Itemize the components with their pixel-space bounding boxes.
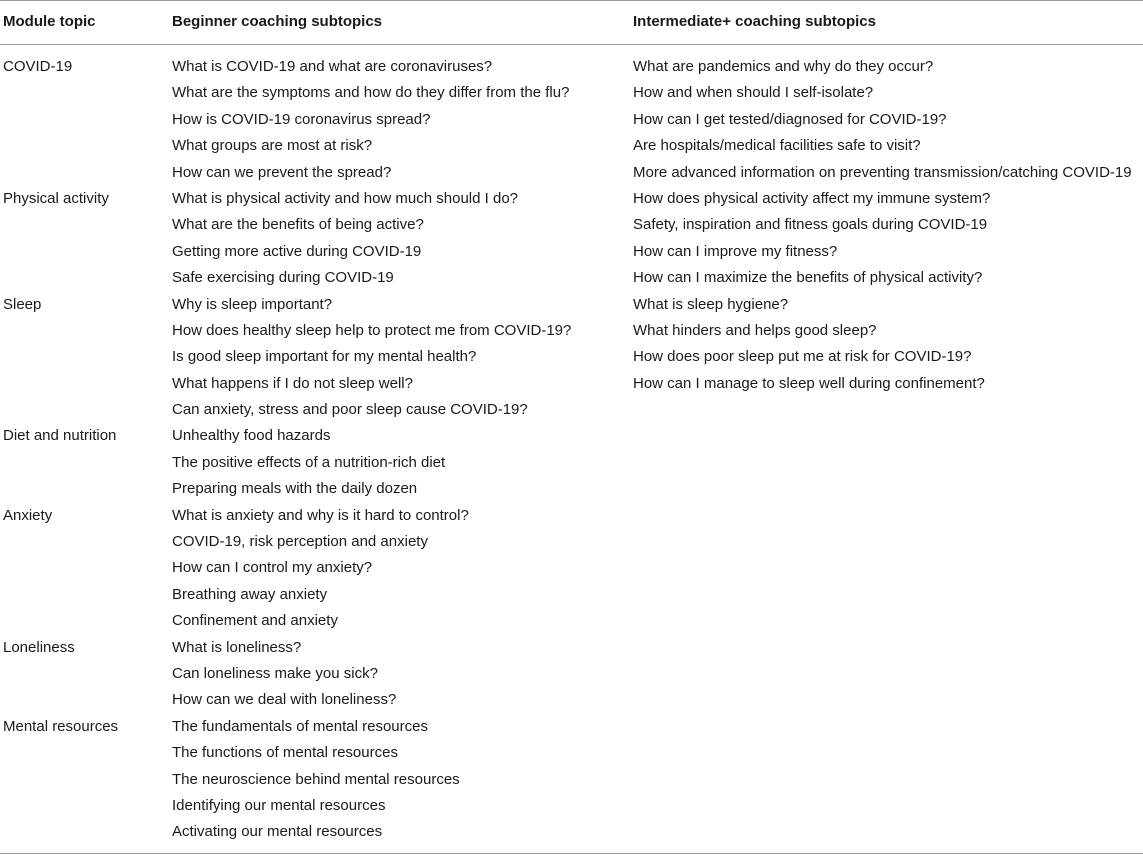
table-row xyxy=(0,608,1143,634)
cell-beginner-subtopic: Breathing away anxiety xyxy=(172,585,328,603)
cell-intermediate-subtopic: How can I maximize the benefits of physical activity? xyxy=(633,269,983,287)
table-row xyxy=(0,133,1143,159)
table-row xyxy=(0,292,1143,318)
table-row xyxy=(0,318,1143,344)
table-row xyxy=(0,503,1143,529)
cell-module-topic: Mental resources xyxy=(3,717,119,735)
table-row xyxy=(0,54,1143,80)
cell-module-topic: Diet and nutrition xyxy=(3,427,117,445)
header-module-topic: Module topic xyxy=(3,13,96,30)
table-header-rule xyxy=(0,44,1143,45)
cell-module-topic: Loneliness xyxy=(3,638,75,656)
cell-beginner-subtopic: Unhealthy food hazards xyxy=(172,427,331,445)
table-row xyxy=(0,239,1143,265)
cell-intermediate-subtopic: Safety, inspiration and fitness goals during COVID-19 xyxy=(633,216,988,234)
cell-module-topic: Anxiety xyxy=(3,506,53,524)
cell-beginner-subtopic: What are the symptoms and how do they differ from the flu? xyxy=(172,84,570,102)
table-row xyxy=(0,397,1143,423)
table-bottom-rule xyxy=(0,853,1143,854)
cell-intermediate-subtopic: How can I improve my fitness? xyxy=(633,242,838,260)
cell-beginner-subtopic: Identifying our mental resources xyxy=(172,796,386,814)
cell-beginner-subtopic: The positive effects of a nutrition-rich diet xyxy=(172,453,446,471)
table-row xyxy=(0,793,1143,819)
table-row xyxy=(0,635,1143,661)
cell-beginner-subtopic: How is COVID-19 coronavirus spread? xyxy=(172,110,431,128)
cell-module-topic: Physical activity xyxy=(3,189,109,207)
cell-intermediate-subtopic: Are hospitals/medical facilities safe to visit? xyxy=(633,137,921,155)
cell-beginner-subtopic: How can we deal with loneliness? xyxy=(172,691,397,709)
table-row xyxy=(0,265,1143,291)
cell-beginner-subtopic: What groups are most at risk? xyxy=(172,137,373,155)
cell-module-topic: Sleep xyxy=(3,295,42,313)
cell-beginner-subtopic: What is loneliness? xyxy=(172,638,302,656)
cell-beginner-subtopic: What is anxiety and why is it hard to control? xyxy=(172,506,469,524)
cell-beginner-subtopic: What happens if I do not sleep well? xyxy=(172,374,413,392)
table-row xyxy=(0,582,1143,608)
table-row xyxy=(0,423,1143,449)
table-body xyxy=(0,54,1143,846)
header-intermediate-subtopics: Intermediate+ coaching subtopics xyxy=(633,13,876,30)
cell-beginner-subtopic: COVID-19, risk perception and anxiety xyxy=(172,533,428,551)
cell-beginner-subtopic: Activating our mental resources xyxy=(172,823,383,841)
header-beginner-subtopics: Beginner coaching subtopics xyxy=(172,13,383,30)
cell-beginner-subtopic: Getting more active during COVID-19 xyxy=(172,242,422,260)
cell-beginner-subtopic: The fundamentals of mental resources xyxy=(172,717,428,735)
table-row xyxy=(0,767,1143,793)
cell-beginner-subtopic: Is good sleep important for my mental health? xyxy=(172,348,477,366)
cell-beginner-subtopic: What is physical activity and how much should I do? xyxy=(172,189,519,207)
cell-intermediate-subtopic: What hinders and helps good sleep? xyxy=(633,321,877,339)
cell-beginner-subtopic: How does healthy sleep help to protect me from COVID-19? xyxy=(172,321,572,339)
cell-beginner-subtopic: Can anxiety, stress and poor sleep cause COVID-19? xyxy=(172,401,528,419)
cell-intermediate-subtopic: How does physical activity affect my immune system? xyxy=(633,189,991,207)
cell-module-topic: COVID-19 xyxy=(3,58,73,75)
cell-beginner-subtopic: Preparing meals with the daily dozen xyxy=(172,480,418,498)
table-row xyxy=(0,450,1143,476)
table-row xyxy=(0,344,1143,370)
cell-intermediate-subtopic: How can I manage to sleep well during confinement? xyxy=(633,374,985,392)
cell-beginner-subtopic: Confinement and anxiety xyxy=(172,612,338,630)
table-row xyxy=(0,212,1143,238)
cell-beginner-subtopic: What are the benefits of being active? xyxy=(172,216,424,234)
cell-beginner-subtopic: Safe exercising during COVID-19 xyxy=(172,269,394,287)
cell-beginner-subtopic: How can we prevent the spread? xyxy=(172,163,392,181)
table-row xyxy=(0,687,1143,713)
table-row xyxy=(0,371,1143,397)
cell-beginner-subtopic: What is COVID-19 and what are coronaviruses? xyxy=(172,58,493,75)
table-row xyxy=(0,80,1143,106)
table-row xyxy=(0,714,1143,740)
cell-intermediate-subtopic: More advanced information on preventing transmission/catching COVID-19 xyxy=(633,163,1132,181)
table-row xyxy=(0,107,1143,133)
table-row xyxy=(0,186,1143,212)
cell-intermediate-subtopic: How and when should I self-isolate? xyxy=(633,84,874,102)
cell-intermediate-subtopic: What are pandemics and why do they occur? xyxy=(633,58,934,75)
cell-beginner-subtopic: Can loneliness make you sick? xyxy=(172,664,378,682)
cell-intermediate-subtopic: What is sleep hygiene? xyxy=(633,295,789,313)
table-row xyxy=(0,740,1143,766)
cell-intermediate-subtopic: How can I get tested/diagnosed for COVID-19? xyxy=(633,110,947,128)
table-row xyxy=(0,160,1143,186)
cell-beginner-subtopic: The neuroscience behind mental resources xyxy=(172,770,460,788)
cell-beginner-subtopic: Why is sleep important? xyxy=(172,295,333,313)
table-row xyxy=(0,819,1143,845)
table-row xyxy=(0,529,1143,555)
table-row xyxy=(0,661,1143,687)
table-row xyxy=(0,476,1143,502)
cell-beginner-subtopic: How can I control my anxiety? xyxy=(172,559,373,577)
table-header-row xyxy=(0,0,1143,44)
cell-intermediate-subtopic: How does poor sleep put me at risk for COVID-19? xyxy=(633,348,972,366)
table-row xyxy=(0,555,1143,581)
cell-beginner-subtopic: The functions of mental resources xyxy=(172,744,398,762)
